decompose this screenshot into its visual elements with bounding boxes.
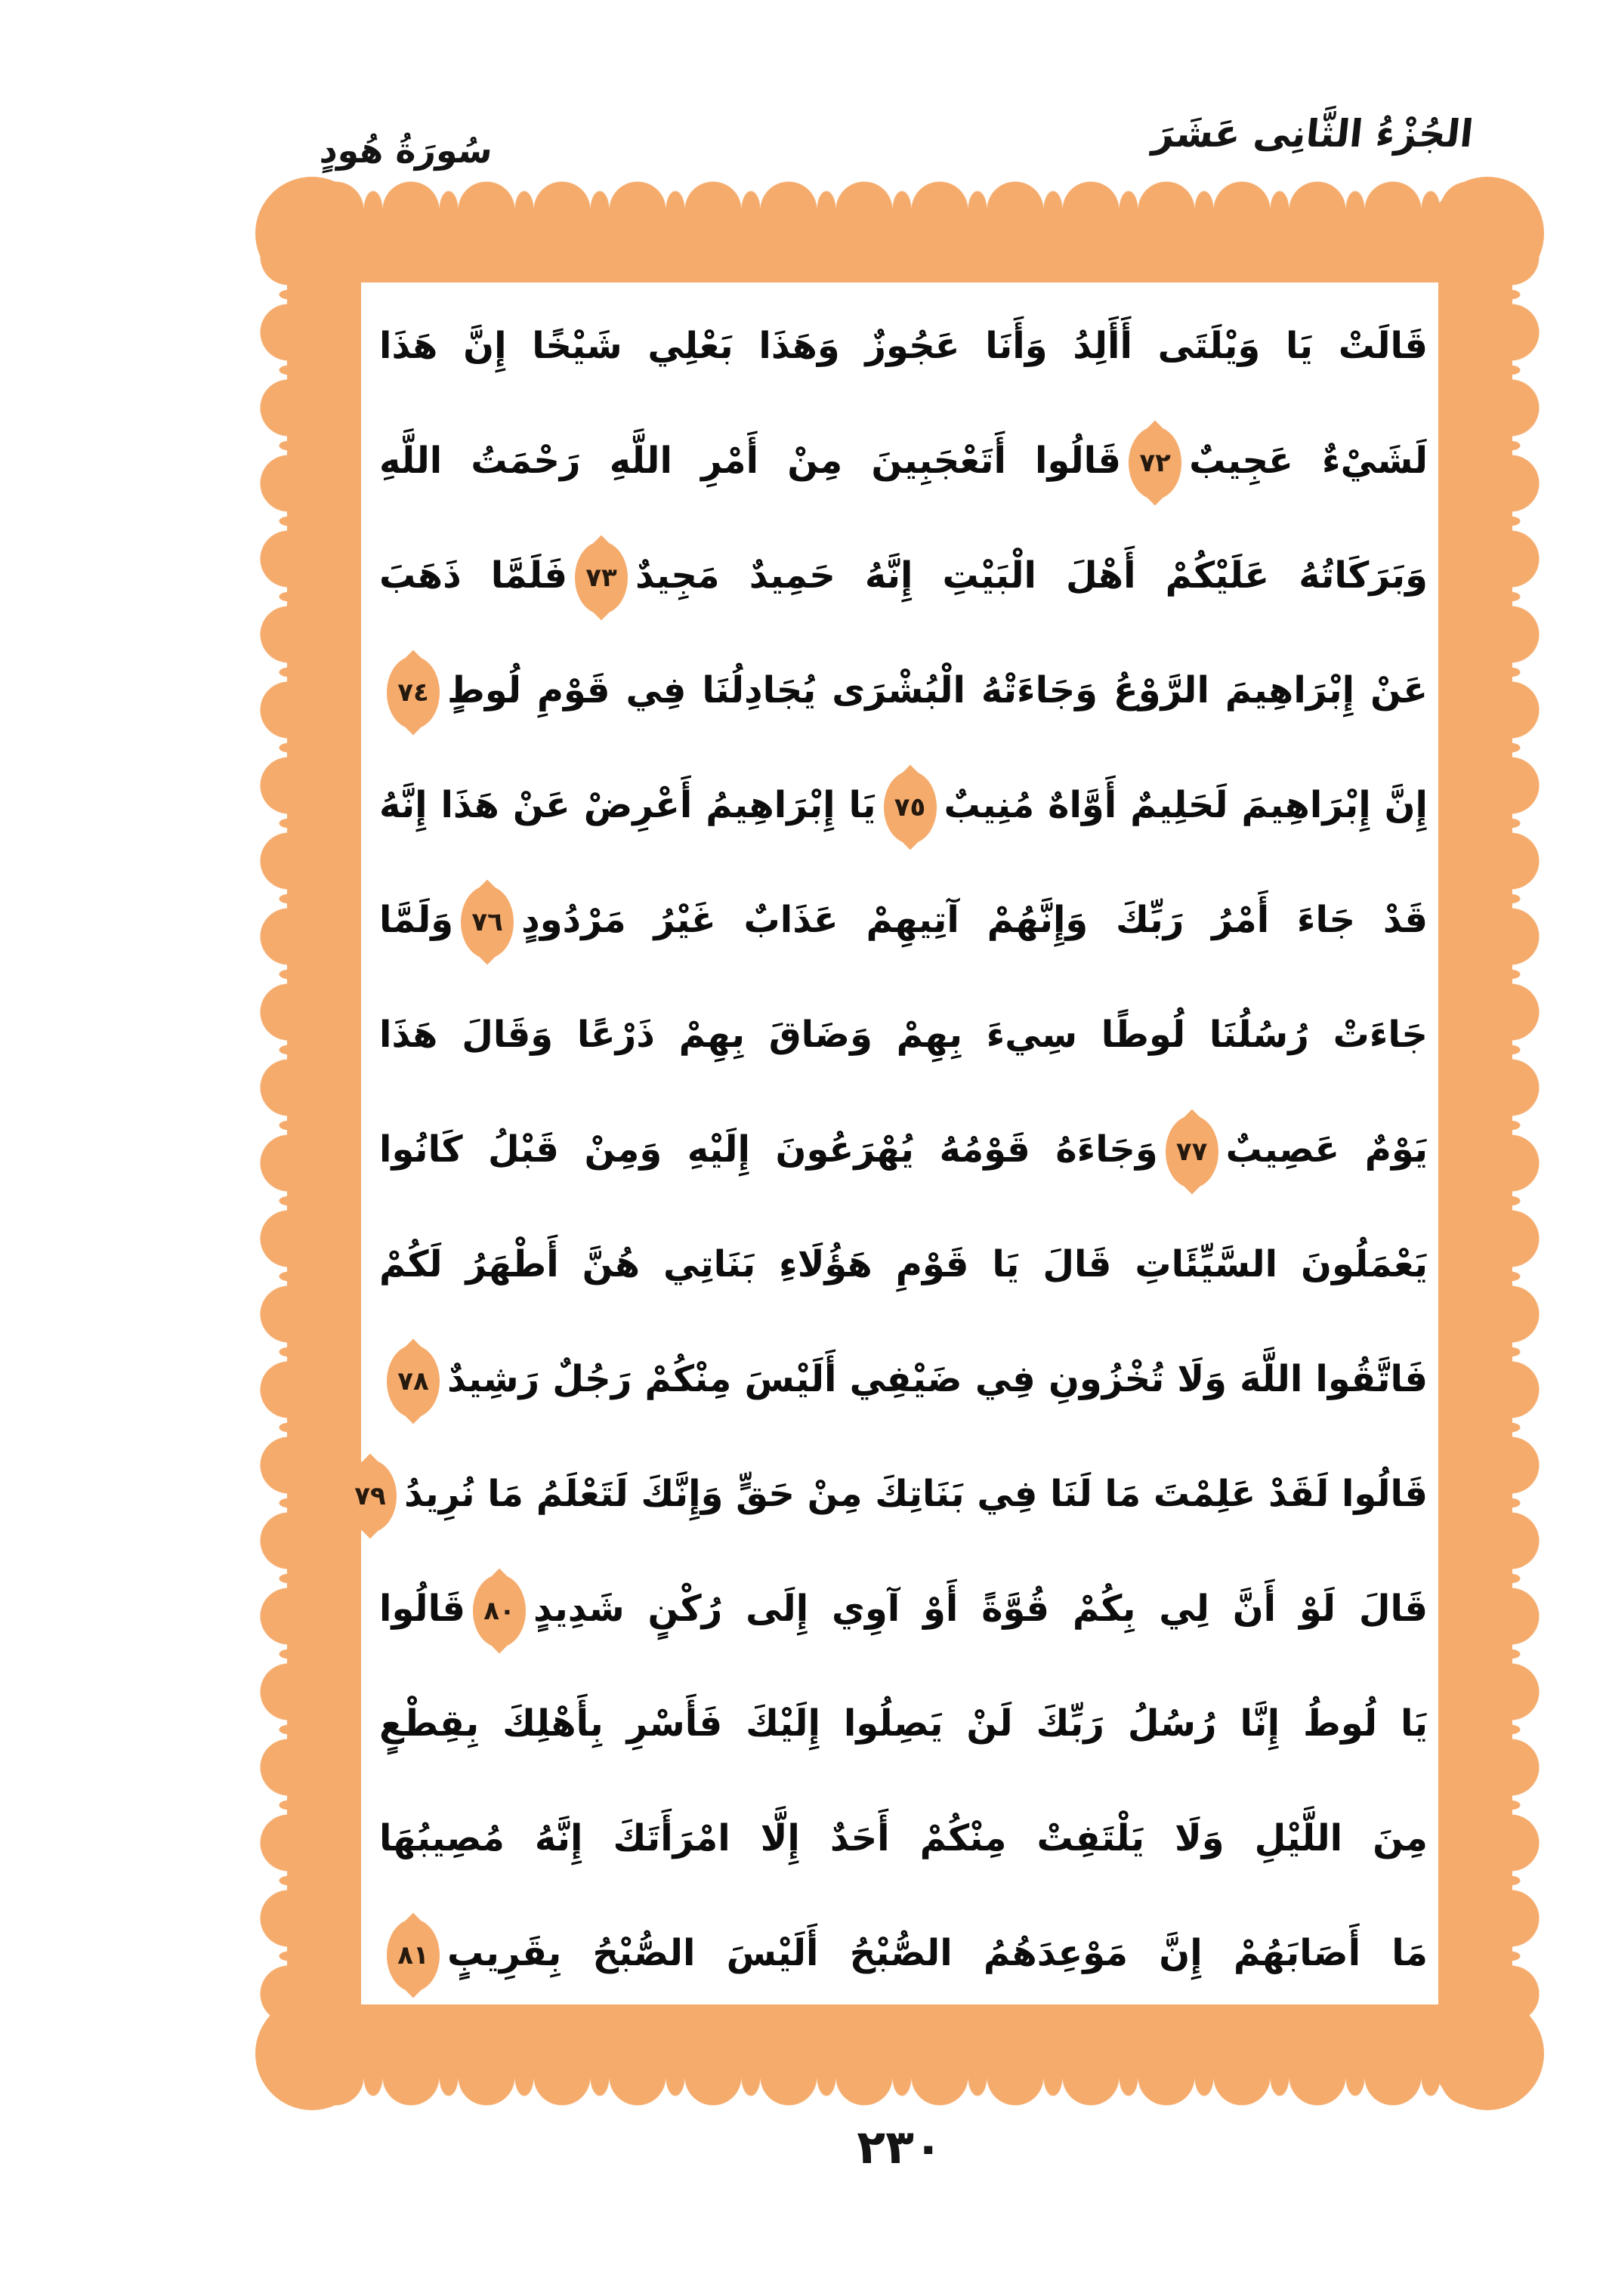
ayah-text: وَلَمَّا (379, 899, 454, 941)
verse-number: ٨٠ (483, 1596, 515, 1626)
quran-line (379, 1781, 1428, 1896)
frame-scallop-bottom (298, 2077, 1502, 2106)
ayah-text: قَدْ جَاءَ أَمْرُ رَبِّكَ وَإِنَّهُمْ آتِيهِمْ عَذَابٌ غَيْرُ مَرْدُودٍ (521, 899, 1428, 941)
ayah-text: قَالَ لَوْ أَنَّ لِي بِكُمْ قُوَّةً أَوْ آوِي إِلَى رُكْنٍ شَدِيدٍ (533, 1588, 1428, 1630)
ayah-text: يَعْمَلُونَ السَّيِّئَاتِ قَالَ يَا قَوْمِ هَؤُلَاءِ بَنَاتِي هُنَّ أَطْهَرُ لَكُمْ (379, 1243, 1428, 1285)
verse-number: ٧٧ (1175, 1137, 1208, 1167)
verse-number: ٧٩ (354, 1481, 386, 1511)
verse-end-marker (1166, 1116, 1218, 1188)
ayah-text: وَجَاءَهُ قَوْمُهُ يُهْرَعُونَ إِلَيْهِ وَمِنْ قَبْلُ كَانُوا (379, 1128, 1158, 1171)
quran-line (379, 403, 1428, 518)
frame-scallop-right (1511, 219, 1540, 2068)
ayah-text: فَلَمَّا ذَهَبَ (379, 554, 568, 597)
frame-corner-ornament (1431, 177, 1544, 290)
quran-line (379, 1092, 1428, 1207)
mushaf-lines (354, 289, 1428, 2011)
verse-end-marker (387, 1919, 440, 1992)
ayah-text: لَشَيْءٌ عَجِيبٌ (1189, 440, 1428, 482)
ayah-text: فَاتَّقُوا اللَّهَ وَلَا تُخْزُونِ فِي ضَيْفِي أَلَيْسَ مِنْكُمْ رَجُلٌ رَشِيدٌ (447, 1358, 1428, 1400)
ayah-text: مِنَ اللَّيْلِ وَلَا يَلْتَفِتْ مِنْكُمْ أَحَدٌ إِلَّا امْرَأَتَكَ إِنَّهُ مُصِيبُهَا (379, 1817, 1428, 1859)
ayah-text: يَوْمٌ عَصِيبٌ (1225, 1128, 1428, 1171)
quran-line (379, 1551, 1428, 1666)
quran-line (379, 1207, 1428, 1322)
verse-end-marker (344, 1460, 397, 1532)
ayah-text: إِنَّ إِبْرَاهِيمَ لَحَلِيمٌ أَوَّاهٌ مُنِيبٌ (944, 784, 1428, 826)
surah-header: سُورَةُ هُودٍ (318, 130, 495, 171)
verse-number: ٧٥ (894, 792, 926, 822)
ayah-text: مَا أَصَابَهُمْ إِنَّ مَوْعِدَهُمُ الصُّبْحُ أَلَيْسَ الصُّبْحُ بِقَرِيبٍ (447, 1932, 1428, 1974)
ayah-text: قَالَتْ يَا وَيْلَتَى أَأَلِدُ وَأَنَا عَجُوزٌ وَهَذَا بَعْلِي شَيْخًا إِنَّ هَذَا (379, 325, 1428, 367)
ayah-text: قَالُوا لَقَدْ عَلِمْتَ مَا لَنَا فِي بَنَاتِكَ مِنْ حَقٍّ وَإِنَّكَ لَتَعْلَمُ مَا نُرِيدُ (403, 1473, 1428, 1515)
verse-number: ٧٢ (1139, 448, 1171, 478)
verse-end-marker (1129, 427, 1181, 499)
juz-header: الجُزْءُ الثَّانِى عَشَرَ (1150, 112, 1476, 156)
ayah-text: يَا إِبْرَاهِيمُ أَعْرِضْ عَنْ هَذَا إِنَّهُ (379, 784, 876, 826)
verse-number: ٧٨ (397, 1366, 429, 1396)
quran-line (379, 518, 1428, 633)
frame-corner-ornament (255, 1997, 369, 2110)
quran-line (379, 1896, 1428, 2011)
verse-end-marker (387, 1345, 440, 1418)
verse-number: ٨١ (397, 1940, 429, 1970)
quran-line (379, 748, 1428, 863)
frame-scallop-top (298, 181, 1502, 210)
frame-scallop-left (260, 219, 289, 2068)
ayah-text: قَالُوا أَتَعْجَبِينَ مِنْ أَمْرِ اللَّهِ رَحْمَتُ اللَّهِ (379, 440, 1122, 482)
ayah-text: وَبَرَكَاتُهُ عَلَيْكُمْ أَهْلَ الْبَيْتِ إِنَّهُ حَمِيدٌ مَجِيدٌ (635, 554, 1428, 597)
verse-number: ٧٦ (471, 907, 503, 937)
ayah-text: عَنْ إِبْرَاهِيمَ الرَّوْعُ وَجَاءَتْهُ الْبُشْرَى يُجَادِلُنَا فِي قَوْمِ لُوطٍ (447, 669, 1428, 711)
ayah-text: جَاءَتْ رُسُلُنَا لُوطًا سِيءَ بِهِمْ وَضَاقَ بِهِمْ ذَرْعًا وَقَالَ هَذَا (379, 1014, 1428, 1056)
frame-corner-ornament (255, 177, 369, 290)
page-number: ٢٣٠ (857, 2119, 943, 2174)
quran-line (379, 289, 1428, 403)
quran-line (379, 633, 1428, 748)
frame-corner-ornament (1431, 1997, 1544, 2110)
verse-end-marker (387, 656, 440, 729)
verse-end-marker (473, 1575, 526, 1647)
verse-number: ٧٤ (397, 677, 429, 708)
quran-line (379, 1666, 1428, 1781)
ayah-text: يَا لُوطُ إِنَّا رُسُلُ رَبِّكَ لَنْ يَصِلُوا إِلَيْكَ فَأَسْرِ بِأَهْلِكَ بِقِطْعٍ (379, 1702, 1428, 1745)
verse-end-marker (884, 771, 937, 844)
quran-line (354, 1437, 1428, 1551)
ayah-text: قَالُوا (379, 1588, 466, 1630)
quran-line (379, 1322, 1428, 1437)
verse-number: ٧٣ (585, 563, 617, 593)
quran-line (379, 863, 1428, 977)
verse-end-marker (461, 886, 514, 958)
verse-end-marker (575, 542, 628, 614)
quran-line (379, 977, 1428, 1092)
